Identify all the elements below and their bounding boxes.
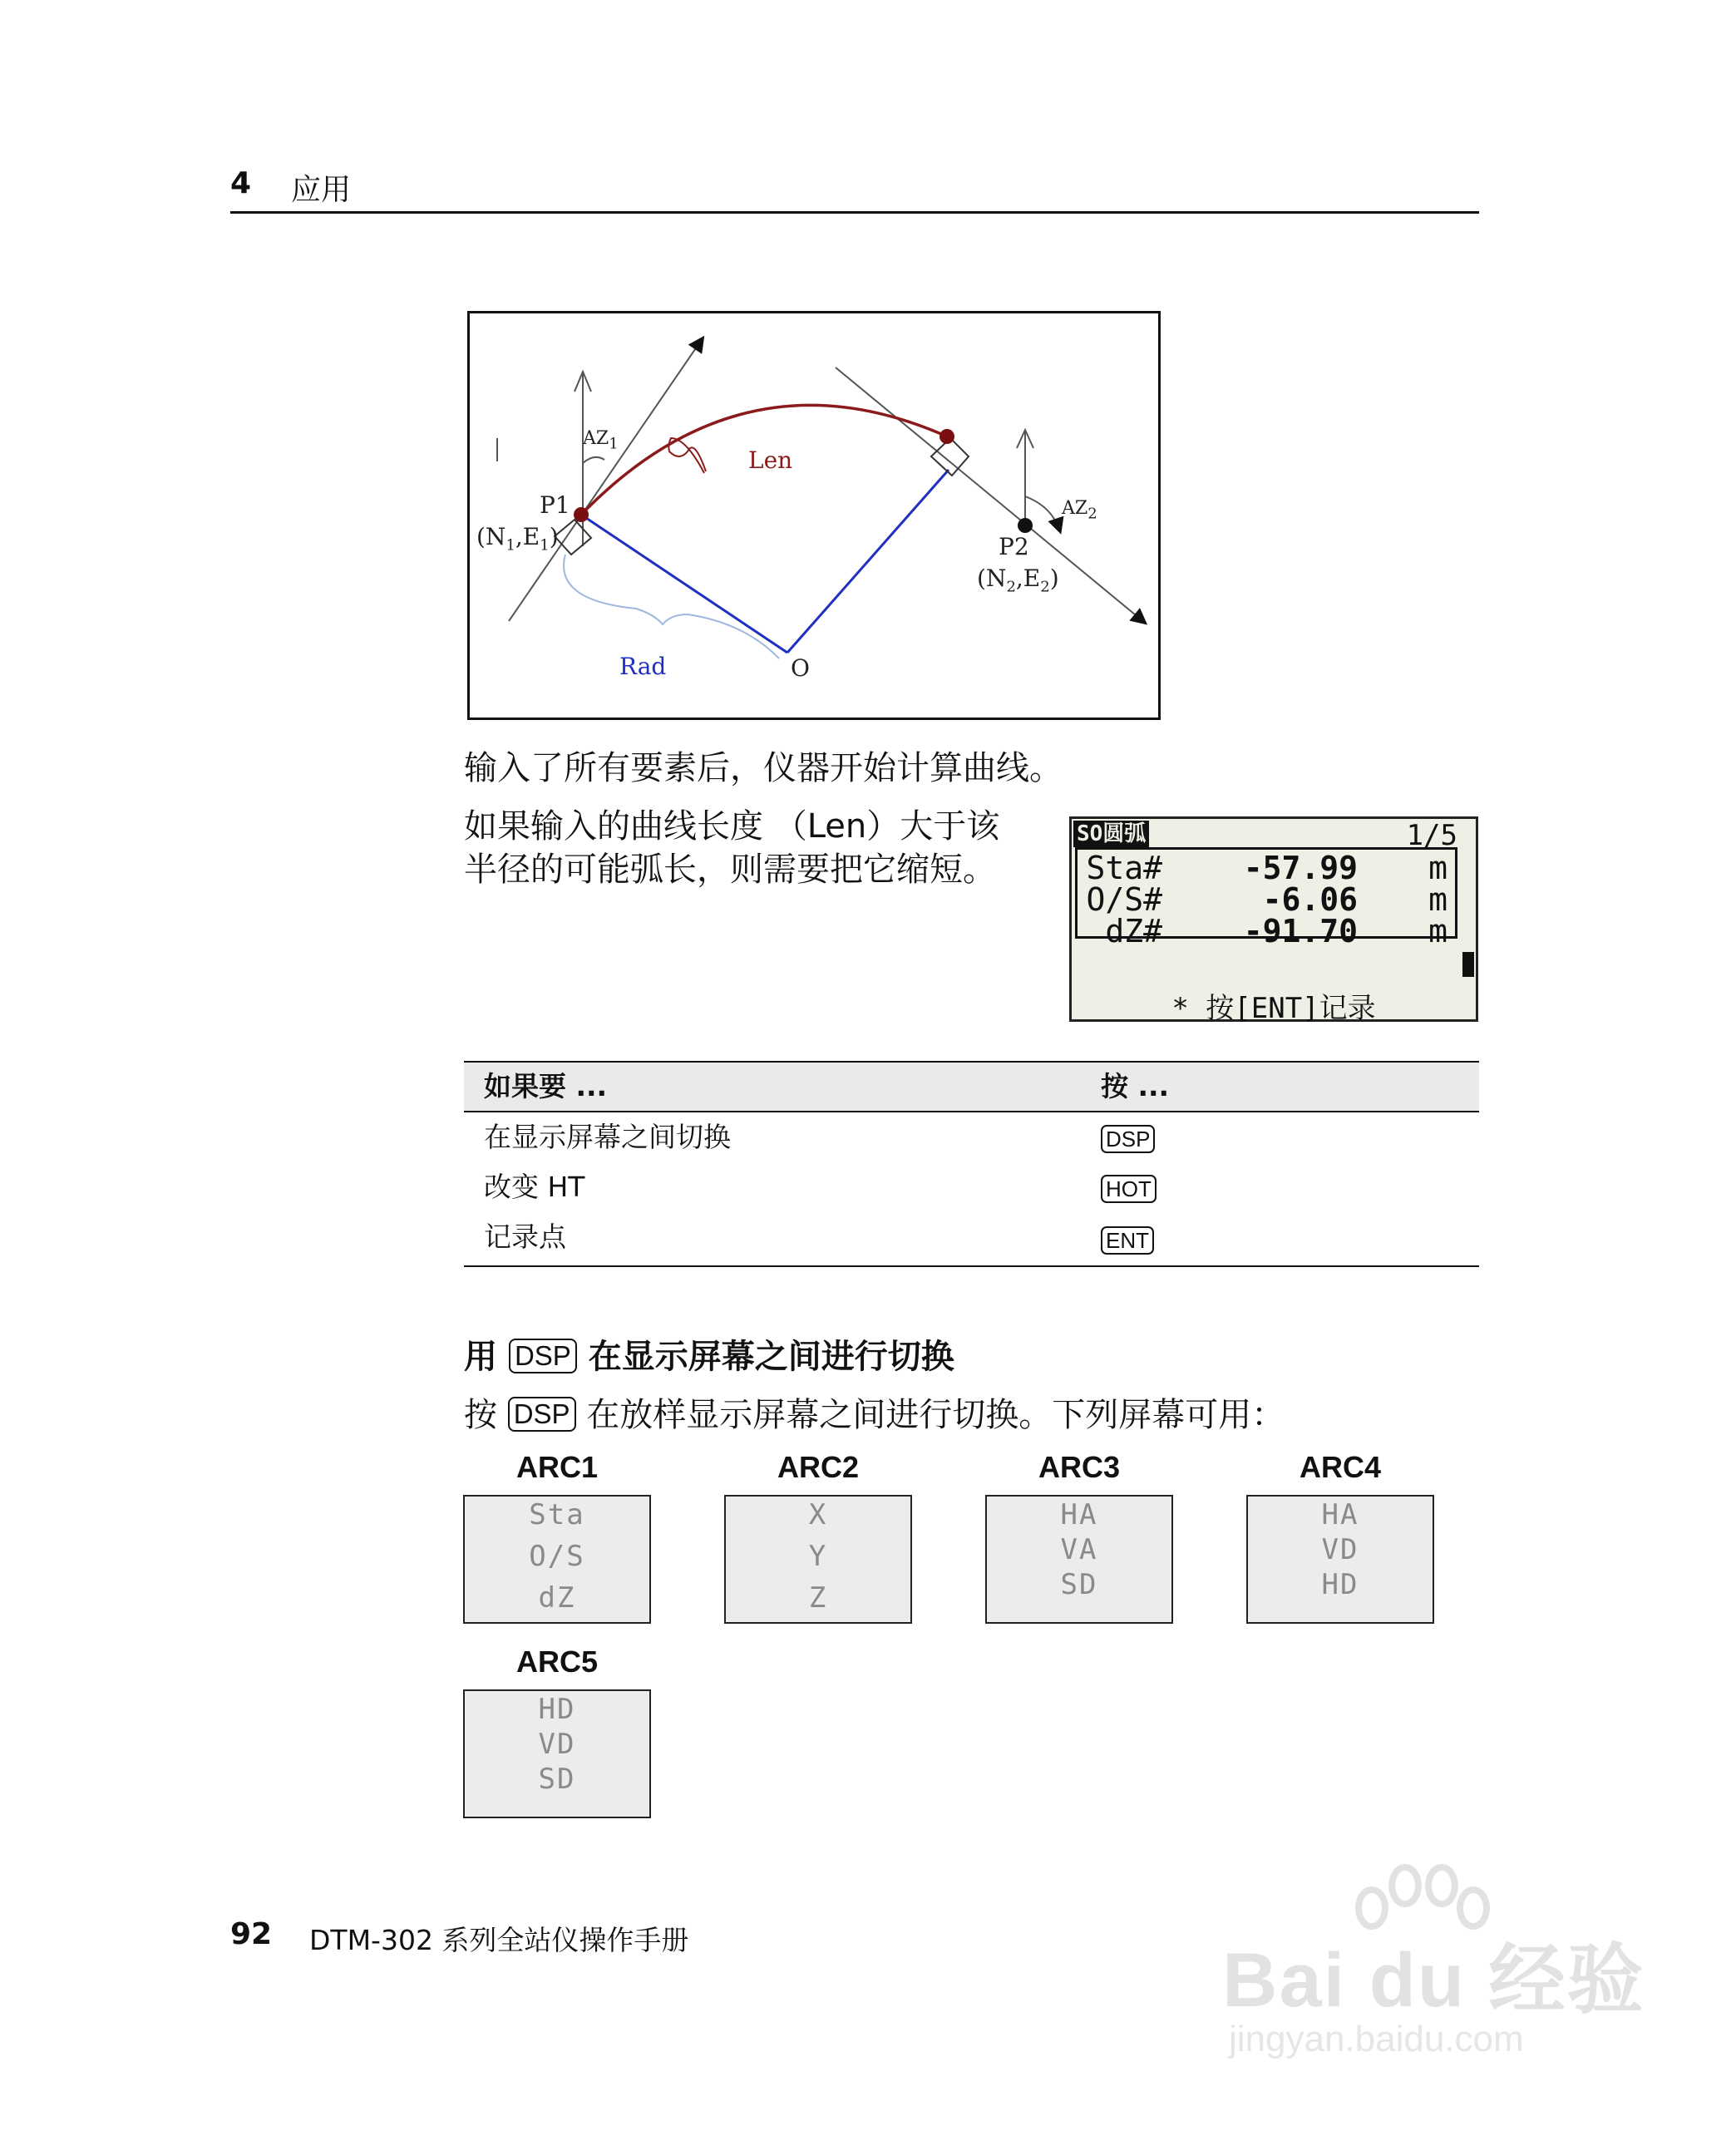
p1-coords-label: $(N_1,E_1)$ [476,523,559,555]
arc4-label: ARC4 [1299,1450,1381,1484]
section-description [464,1393,1285,1437]
arc-screen-line: SD [538,1763,576,1796]
page-number: 92 [230,1917,273,1951]
arc-screen-line: HA [1321,1498,1359,1531]
az1-angle-arc [583,457,604,463]
lcd-row-unit: m [1428,881,1447,918]
section-desc-post: 在放样显示屏幕之间进行切换。下列屏幕可用： [586,1396,1285,1434]
table-row-action: 在显示屏幕之间切换 [484,1121,731,1153]
watermark-brand: Bai du 经验 [1222,1938,1645,2023]
tangent-line-p1 [509,338,703,621]
lcd-row-label: dZ# [1105,913,1162,949]
len-leader [668,438,706,473]
chapter-title: 应用 [291,173,352,207]
table-row-action: 记录点 [484,1221,566,1253]
arc-screen-line: dZ [538,1581,576,1615]
len-label: Len [748,446,793,474]
key-table [464,1061,1479,1269]
arc-end-point [940,429,954,444]
arc-diagram [467,311,1161,720]
lcd-row-value: -6.06 [1262,881,1358,918]
radius-line-2 [787,470,949,653]
lcd-row-unit: m [1428,850,1447,886]
table-row-key [1101,1121,1155,1154]
section-title-pre: 用 [464,1338,497,1376]
para-len-line1: 如果输入的曲线长度 （Len）大于该 [464,807,1000,846]
az1-label: $AZ_1$ [583,428,619,453]
arc-screen-line: Y [808,1540,828,1573]
arc-screen-line: HD [538,1693,576,1726]
arc4-screen [1246,1495,1434,1624]
right-angle-marker-2 [931,438,969,476]
rad-brace [564,555,779,658]
lcd-row-label: Sta# [1086,850,1162,886]
lcd-record-prompt: * 按[ENT]记录 [1171,992,1376,1025]
table-row-action: 改变 HT [484,1171,585,1203]
lcd-row-unit: m [1428,913,1447,949]
section-title-post: 在显示屏幕之间进行切换 [588,1338,954,1376]
arc2-label: ARC2 [777,1450,859,1484]
p2-point [1018,518,1033,533]
header-rule [230,211,1479,214]
hot-key: HOT [1101,1175,1157,1203]
arc-screen-line: VA [1060,1533,1098,1566]
lcd-mode-tag: SO圆弧 [1073,821,1149,847]
center-o-label: O [791,654,810,682]
dsp-key: DSP [508,1397,576,1432]
table-rule-header [464,1111,1479,1112]
lcd-row-value: -91.70 [1243,913,1358,949]
para-len-line2: 半径的可能弧长，则需要把它缩短。 [464,851,996,889]
watermark-url: jingyan.baidu.com [1229,2019,1524,2059]
lcd-page-indicator: 1/5 [1406,819,1457,852]
arc3-label: ARC3 [1038,1450,1120,1484]
para-calc-curve: 输入了所有要素后，仪器开始计算曲线。 [464,749,1063,787]
arc2-screen [724,1495,912,1624]
arc-screen-line: X [808,1498,828,1531]
p2-label: P2 [999,533,1029,560]
baidu-watermark [1222,1862,1645,2070]
lcd-screen [1069,816,1478,1025]
table-header-action: 如果要 ... [484,1070,608,1102]
dsp-key: DSP [509,1339,577,1373]
arc-diagram-graphic [470,313,1158,718]
arc-screen-line: O/S [529,1540,585,1573]
manual-title: DTM-302 系列全站仪操作手册 [309,1924,689,1956]
arc5-label: ARC5 [515,1645,598,1679]
table-header-key: 按 ... [1101,1070,1170,1102]
arc5-screen [463,1689,651,1818]
arc-screen-line: SD [1060,1568,1098,1601]
lcd-row-value: -57.99 [1243,850,1358,886]
battery-icon [1462,952,1474,977]
p2-coords-label: $(N_2,E_2)$ [977,565,1059,596]
section-desc-pre: 按 [464,1396,497,1434]
arc1-screen [463,1495,651,1624]
right-angle-marker-1 [555,520,591,555]
arc3-screen [985,1495,1173,1624]
lcd-row-os [1075,881,1449,918]
arc-screen-line: VD [1321,1533,1359,1566]
radius-line-1 [581,515,787,653]
rad-label: Rad [619,653,667,680]
table-rule-bottom [464,1265,1479,1267]
arc-screen-line: Sta [529,1498,585,1531]
az2-label: $AZ_2$ [1062,498,1097,523]
arc-screen-line: HD [1321,1568,1359,1601]
table-row-key [1101,1222,1154,1255]
lcd-row-dz [1075,915,1449,947]
table-row-key [1101,1171,1157,1204]
ent-key: ENT [1101,1226,1154,1255]
lcd-row-label: O/S# [1086,881,1162,918]
lcd-row-sta [1075,852,1449,884]
section-title [464,1330,954,1378]
table-header-row [464,1063,1479,1111]
p1-label: P1 [540,491,570,519]
arc-screen-line: Z [808,1581,828,1615]
chapter-number: 4 [230,166,252,200]
arc-screen-line: VD [538,1728,576,1761]
dsp-key: DSP [1101,1125,1155,1153]
arc1-label: ARC1 [515,1450,598,1484]
p1-point [574,507,589,522]
arc-screen-line: HA [1060,1498,1098,1531]
